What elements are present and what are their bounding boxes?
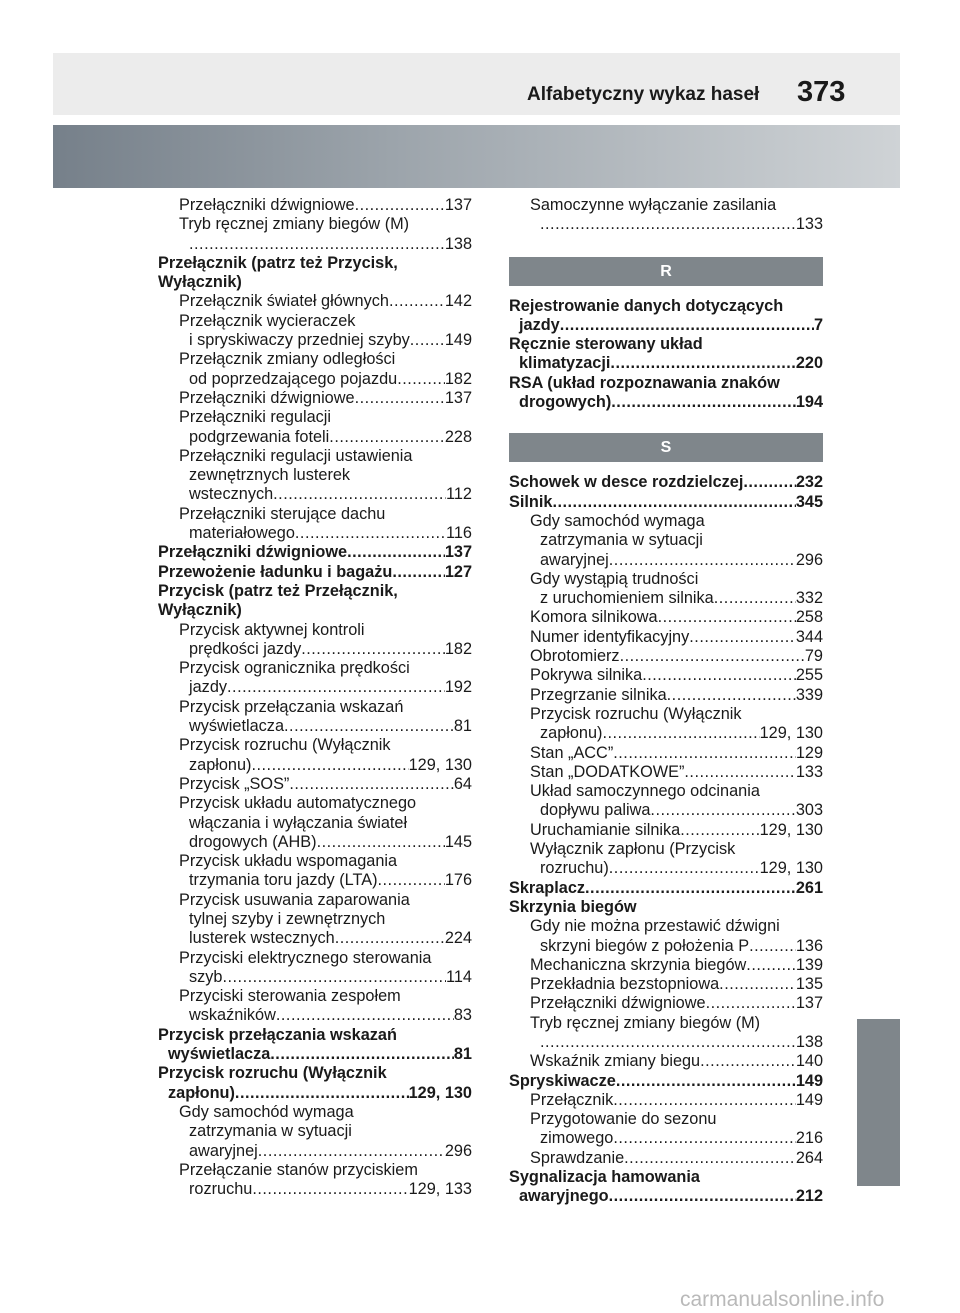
entry-page: 133 <box>795 215 823 234</box>
index-entry <box>509 393 823 412</box>
index-entry <box>509 801 823 820</box>
entry-page: 261 <box>795 878 823 897</box>
dot-leader <box>642 666 796 685</box>
entry-term: zapłonu) <box>540 724 603 743</box>
dot-leader <box>270 1045 454 1064</box>
entry-term: wyświetlacza <box>189 717 285 736</box>
index-entry <box>509 647 823 666</box>
entry-page: 228 <box>444 427 472 446</box>
entry-term: wskaźników <box>189 1006 276 1025</box>
index-entry <box>158 968 472 987</box>
entry-term: Przegrzanie silnika <box>530 685 667 704</box>
entry-term: lusterek wstecznych <box>189 929 335 948</box>
index-entry: Wyłącznik) <box>158 273 242 292</box>
dot-leader <box>222 968 446 987</box>
entry-term: wstecznych <box>189 485 274 504</box>
dot-leader <box>610 354 795 373</box>
entry-page: 112 <box>446 485 472 504</box>
index-entry <box>158 775 472 794</box>
entry-page: 264 <box>795 1148 823 1167</box>
dot-leader <box>273 485 446 504</box>
index-entry: Przełączniki regulacji <box>179 408 332 427</box>
index-entry: włączania i wyłączania świateł <box>189 813 408 832</box>
entry-page: 129, 130 <box>759 724 823 743</box>
entry-term: Komora silnikowa <box>530 608 658 627</box>
dot-leader <box>602 724 759 743</box>
dot-leader <box>624 1149 796 1168</box>
index-entry <box>509 589 823 608</box>
entry-term: Przełącznik <box>530 1090 614 1109</box>
index-entry <box>158 756 472 775</box>
entry-term: Przełącznik świateł głównych <box>179 292 389 311</box>
index-entry: Ręcznie sterowany układ <box>509 335 703 354</box>
dot-leader <box>689 628 796 647</box>
entry-term: drogowych (AHB) <box>189 832 317 851</box>
entry-page: 296 <box>795 550 823 569</box>
dot-leader <box>189 235 445 254</box>
dot-leader <box>540 215 796 234</box>
entry-page: 137 <box>444 196 472 214</box>
index-entry <box>509 724 823 743</box>
index-group-continued <box>509 196 823 235</box>
index-entry <box>158 1084 472 1103</box>
dot-leader <box>227 678 445 697</box>
index-entry <box>509 1091 823 1110</box>
index-entry <box>158 235 472 254</box>
index-entry <box>158 833 472 852</box>
index-entry: Przyciski elektrycznego sterowania <box>179 948 432 967</box>
entry-page: 138 <box>444 234 472 253</box>
entry-page: 296 <box>444 1141 472 1160</box>
index-entry: Gdy samochód wymaga <box>530 511 705 530</box>
dot-leader <box>743 473 795 492</box>
dot-leader <box>552 493 795 512</box>
entry-page: 145 <box>444 832 472 851</box>
entry-term: od poprzedzającego pojazdu <box>189 369 398 388</box>
entry-page: 129, 130 <box>408 755 472 774</box>
dot-leader <box>613 1091 796 1110</box>
dot-leader <box>616 1072 796 1091</box>
entry-page: 81 <box>453 717 472 736</box>
index-entry <box>509 473 823 492</box>
dot-leader <box>700 1052 796 1071</box>
index-entry: Gdy nie można przestawić dźwigni <box>530 917 780 936</box>
index-entry: Przycisk rozruchu (Wyłącznik <box>158 1064 387 1083</box>
index-entry <box>509 493 823 512</box>
index-entry <box>509 666 823 685</box>
entry-page: 136 <box>795 936 823 955</box>
entry-page: 216 <box>795 1129 823 1148</box>
header-title: Alfabetyczny wykaz haseł <box>527 84 760 105</box>
index-entry <box>509 821 823 840</box>
entry-term: i spryskiwaczy przedniej szyby <box>189 331 410 350</box>
entry-term: zapłonu) <box>189 755 252 774</box>
entry-term: Przełączniki dźwigniowe <box>530 994 706 1013</box>
index-entry: Przycisk układu automatycznego <box>179 794 417 813</box>
index-entry: Gdy wystąpią trudności <box>530 569 699 588</box>
index-entry <box>158 428 472 447</box>
entry-term: Mechaniczna skrzynia biegów <box>530 955 747 974</box>
dot-leader <box>658 608 796 627</box>
index-entry: Przełączanie stanów przyciskiem <box>179 1160 418 1179</box>
entry-term: Uruchamianie silnika <box>530 820 681 839</box>
index-entry <box>509 628 823 647</box>
page-number: 373 <box>797 76 846 108</box>
entry-page: 182 <box>444 639 472 658</box>
entry-term: zapłonu) <box>168 1083 235 1102</box>
entry-term: Obrotomierz <box>530 647 620 666</box>
entry-page: 212 <box>795 1187 823 1206</box>
entry-page: 137 <box>444 388 472 407</box>
entry-page: 303 <box>795 801 823 820</box>
entry-term: Przełączniki dźwigniowe <box>179 388 355 407</box>
dot-leader <box>620 647 805 666</box>
entry-page: 344 <box>795 627 823 646</box>
index-entry <box>509 215 823 234</box>
index-entry: zewnętrznych lusterek <box>189 466 351 485</box>
index-entry <box>509 937 823 956</box>
dot-leader <box>719 975 796 994</box>
index-entry <box>509 1072 823 1091</box>
index-entry <box>158 678 472 697</box>
dot-leader <box>397 370 445 389</box>
dot-leader <box>749 937 796 956</box>
entry-term: Stan „ACC” <box>530 743 614 762</box>
entry-page: 332 <box>795 589 823 608</box>
index-column-left <box>158 196 472 1199</box>
entry-page: 232 <box>795 473 823 492</box>
dot-leader <box>585 879 796 898</box>
dot-leader <box>540 1033 796 1052</box>
index-entry: Przycisk ogranicznika prędkości <box>179 659 410 678</box>
header-gradient-bar <box>53 125 900 188</box>
index-entry <box>158 1006 472 1025</box>
section-side-tab <box>857 1019 900 1186</box>
index-entry: Tryb ręcznej zmiany biegów (M) <box>530 1013 761 1032</box>
entry-term: Przełączniki dźwigniowe <box>179 196 355 214</box>
dot-leader <box>611 393 796 412</box>
entry-term: Przełączniki dźwigniowe <box>158 543 348 562</box>
entry-page: 149 <box>795 1090 823 1109</box>
entry-page: 129, 130 <box>759 820 823 839</box>
index-entry <box>158 370 472 389</box>
index-entry <box>509 551 823 570</box>
entry-term: awaryjnego <box>519 1187 609 1206</box>
section-header-r: R <box>509 257 823 286</box>
dot-leader <box>335 929 445 948</box>
dot-leader <box>609 1187 796 1206</box>
index-entry: Przełącznik zmiany odległości <box>179 350 396 369</box>
entry-page: 137 <box>444 543 472 562</box>
entry-page: 142 <box>444 292 472 311</box>
index-group-s <box>509 473 823 1206</box>
entry-page: 149 <box>795 1071 823 1090</box>
dot-leader <box>392 563 445 582</box>
index-entry <box>509 1052 823 1071</box>
dot-leader <box>609 551 796 570</box>
dot-leader <box>680 821 759 840</box>
index-entry <box>158 524 472 543</box>
entry-page: 129 <box>795 743 823 762</box>
entry-term: Przycisk „SOS” <box>179 774 290 793</box>
index-column-right <box>509 196 823 1207</box>
entry-page: 64 <box>453 774 472 793</box>
index-entry: Przełącznik (patrz też Przycisk, <box>158 253 398 272</box>
entry-page: 114 <box>446 967 472 986</box>
entry-page: 129, 133 <box>408 1180 472 1199</box>
entry-term: Przewożenie ładunku i bagażu <box>158 562 393 581</box>
entry-page: 224 <box>444 929 472 948</box>
index-entry: Przycisk usuwania zaparowania <box>179 890 410 909</box>
index-entry: Przycisk przełączania wskazań <box>158 1025 397 1044</box>
index-entry <box>509 354 823 373</box>
index-entry: Skrzynia biegów <box>509 897 637 916</box>
dot-leader <box>650 801 795 820</box>
entry-term: Spryskiwacze <box>509 1071 616 1090</box>
dot-leader <box>295 524 446 543</box>
entry-page: 135 <box>795 975 823 994</box>
entry-term: jazdy <box>189 678 228 697</box>
index-entry: Przycisk aktywnej kontroli <box>179 620 365 639</box>
dot-leader <box>684 763 795 782</box>
index-entry: Przycisk układu wspomagania <box>179 852 398 871</box>
entry-term: szyb <box>189 967 223 986</box>
entry-term: jazdy <box>519 315 560 334</box>
entry-term: Schowek w desce rozdzielczej <box>509 473 744 492</box>
entry-term: klimatyzacji <box>519 354 611 373</box>
index-entry <box>158 331 472 350</box>
index-entry <box>158 929 472 948</box>
dot-leader <box>289 775 454 794</box>
section-header-s: S <box>509 433 823 462</box>
entry-term: rozruchu <box>189 1180 253 1199</box>
dot-leader <box>714 589 796 608</box>
entry-term: podgrzewania foteli <box>189 427 330 446</box>
index-entry: Samoczynne wyłączanie zasilania <box>530 196 777 214</box>
dot-leader <box>609 859 760 878</box>
entry-term: trzymania toru jazdy (LTA) <box>189 871 378 890</box>
entry-term: Silnik <box>509 492 553 511</box>
entry-term: awaryjnej <box>540 550 609 569</box>
index-entry <box>509 763 823 782</box>
entry-page: 116 <box>446 524 472 543</box>
dot-leader <box>301 640 445 659</box>
header-band <box>53 53 900 115</box>
index-entry: Rejestrowanie danych dotyczących <box>509 296 784 315</box>
entry-term: skrzyni biegów z położenia P <box>540 936 750 955</box>
index-entry <box>509 1187 823 1206</box>
entry-page: 83 <box>453 1006 472 1025</box>
dot-leader <box>389 292 445 311</box>
index-entry <box>509 994 823 1013</box>
index-entry <box>158 292 472 311</box>
index-entry: Przycisk (patrz też Przełącznik, <box>158 581 398 600</box>
entry-term: z uruchomieniem silnika <box>540 589 714 608</box>
index-entry: Przycisk rozruchu (Wyłącznik <box>530 704 742 723</box>
dot-leader <box>276 1006 454 1025</box>
dot-leader <box>378 871 445 890</box>
index-entry <box>509 686 823 705</box>
index-entry <box>509 879 823 898</box>
entry-term: Numer identyfikacyjny <box>530 627 690 646</box>
index-group-r <box>509 297 823 413</box>
index-entry: Przycisk przełączania wskazań <box>179 697 404 716</box>
entry-page: 133 <box>795 762 823 781</box>
index-entry <box>158 563 472 582</box>
dot-leader <box>706 994 796 1013</box>
entry-term: Przekładnia bezstopniowa <box>530 975 720 994</box>
index-entry: zatrzymania w sytuacji <box>189 1122 352 1141</box>
entry-page: 129, 130 <box>408 1083 472 1102</box>
dot-leader <box>667 686 796 705</box>
dot-leader <box>560 316 814 335</box>
entry-page: 81 <box>453 1045 472 1064</box>
dot-leader <box>252 1180 408 1199</box>
entry-term: Skraplacz <box>509 878 586 897</box>
entry-term: wyświetlacza <box>168 1045 271 1064</box>
index-entry: Przygotowanie do sezonu <box>530 1110 717 1129</box>
index-entry: Sygnalizacja hamowania <box>509 1168 700 1187</box>
dot-leader <box>613 744 796 763</box>
index-entry <box>158 485 472 504</box>
entry-term: Wskaźnik zmiany biegu <box>530 1052 701 1071</box>
entry-page: 182 <box>444 369 472 388</box>
index-entry <box>158 389 472 408</box>
entry-page: 139 <box>795 955 823 974</box>
entry-page: 79 <box>804 647 823 666</box>
dot-leader <box>317 833 445 852</box>
index-entry: Przełączniki regulacji ustawienia <box>179 446 413 465</box>
dot-leader <box>347 543 445 562</box>
index-entry: tylnej szyby i zewnętrznych <box>189 909 386 928</box>
entry-term: Sprawdzanie <box>530 1148 625 1167</box>
index-entry <box>509 1149 823 1168</box>
entry-page: 194 <box>795 393 823 412</box>
index-entry <box>158 543 472 562</box>
dot-leader <box>329 428 445 447</box>
entry-page: 127 <box>444 562 472 581</box>
index-entry <box>509 975 823 994</box>
index-entry <box>158 1180 472 1199</box>
entry-term: materiałowego <box>189 524 295 543</box>
index-entry: Przełącznik wycieraczek <box>179 311 356 330</box>
entry-term: Pokrywa silnika <box>530 666 643 685</box>
index-entry <box>509 956 823 975</box>
dot-leader <box>284 717 454 736</box>
dot-leader <box>235 1084 409 1103</box>
entry-page: 140 <box>795 1052 823 1071</box>
index-entry: Tryb ręcznej zmiany biegów (M) <box>179 215 410 234</box>
index-entry <box>158 717 472 736</box>
index-entry <box>509 1129 823 1148</box>
entry-page: 176 <box>444 871 472 890</box>
index-entry <box>509 859 823 878</box>
index-entry <box>158 1142 472 1161</box>
entry-term: rozruchu) <box>540 859 609 878</box>
index-entry: RSA (układ rozpoznawania znaków <box>509 373 780 392</box>
entry-page: 255 <box>795 666 823 685</box>
index-entry <box>158 1045 472 1064</box>
index-entry <box>509 1033 823 1052</box>
index-entry <box>158 196 472 215</box>
entry-term: prędkości jazdy <box>189 639 302 658</box>
dot-leader <box>355 196 445 215</box>
entry-term: zimowego <box>540 1129 614 1148</box>
entry-page: 258 <box>795 608 823 627</box>
entry-page: 192 <box>444 678 472 697</box>
entry-term: dopływu paliwa <box>540 801 651 820</box>
index-entry <box>158 871 472 890</box>
index-entry: zatrzymania w sytuacji <box>540 531 703 550</box>
index-entry: Wyłącznik zapłonu (Przycisk <box>530 840 736 859</box>
dot-leader <box>410 331 445 350</box>
dot-leader <box>251 756 408 775</box>
dot-leader <box>355 389 445 408</box>
entry-page: 220 <box>795 354 823 373</box>
entry-term: drogowych) <box>519 393 612 412</box>
dot-leader <box>746 956 796 975</box>
dot-leader <box>258 1142 445 1161</box>
entry-term: Stan „DODATKOWE” <box>530 762 685 781</box>
entry-page: 137 <box>795 994 823 1013</box>
index-entry <box>509 744 823 763</box>
entry-page: 7 <box>813 315 823 334</box>
index-entry <box>158 640 472 659</box>
entry-page: 138 <box>795 1032 823 1051</box>
index-entry <box>509 316 823 335</box>
index-entry: Przyciski sterowania zespołem <box>179 987 401 1006</box>
index-entry: Przełączniki sterujące dachu <box>179 504 386 523</box>
index-entry: Wyłącznik) <box>158 601 242 620</box>
watermark: carmanualsonline.info <box>680 1288 885 1311</box>
entry-term: awaryjnej <box>189 1141 258 1160</box>
index-entry <box>509 608 823 627</box>
entry-page: 149 <box>444 331 472 350</box>
index-entry: Układ samoczynnego odcinania <box>530 782 760 801</box>
entry-page: 339 <box>795 685 823 704</box>
entry-page: 345 <box>795 492 823 511</box>
index-entry: Gdy samochód wymaga <box>179 1102 354 1121</box>
index-entry: Przycisk rozruchu (Wyłącznik <box>179 736 391 755</box>
dot-leader <box>613 1129 796 1148</box>
entry-page: 129, 130 <box>759 859 823 878</box>
